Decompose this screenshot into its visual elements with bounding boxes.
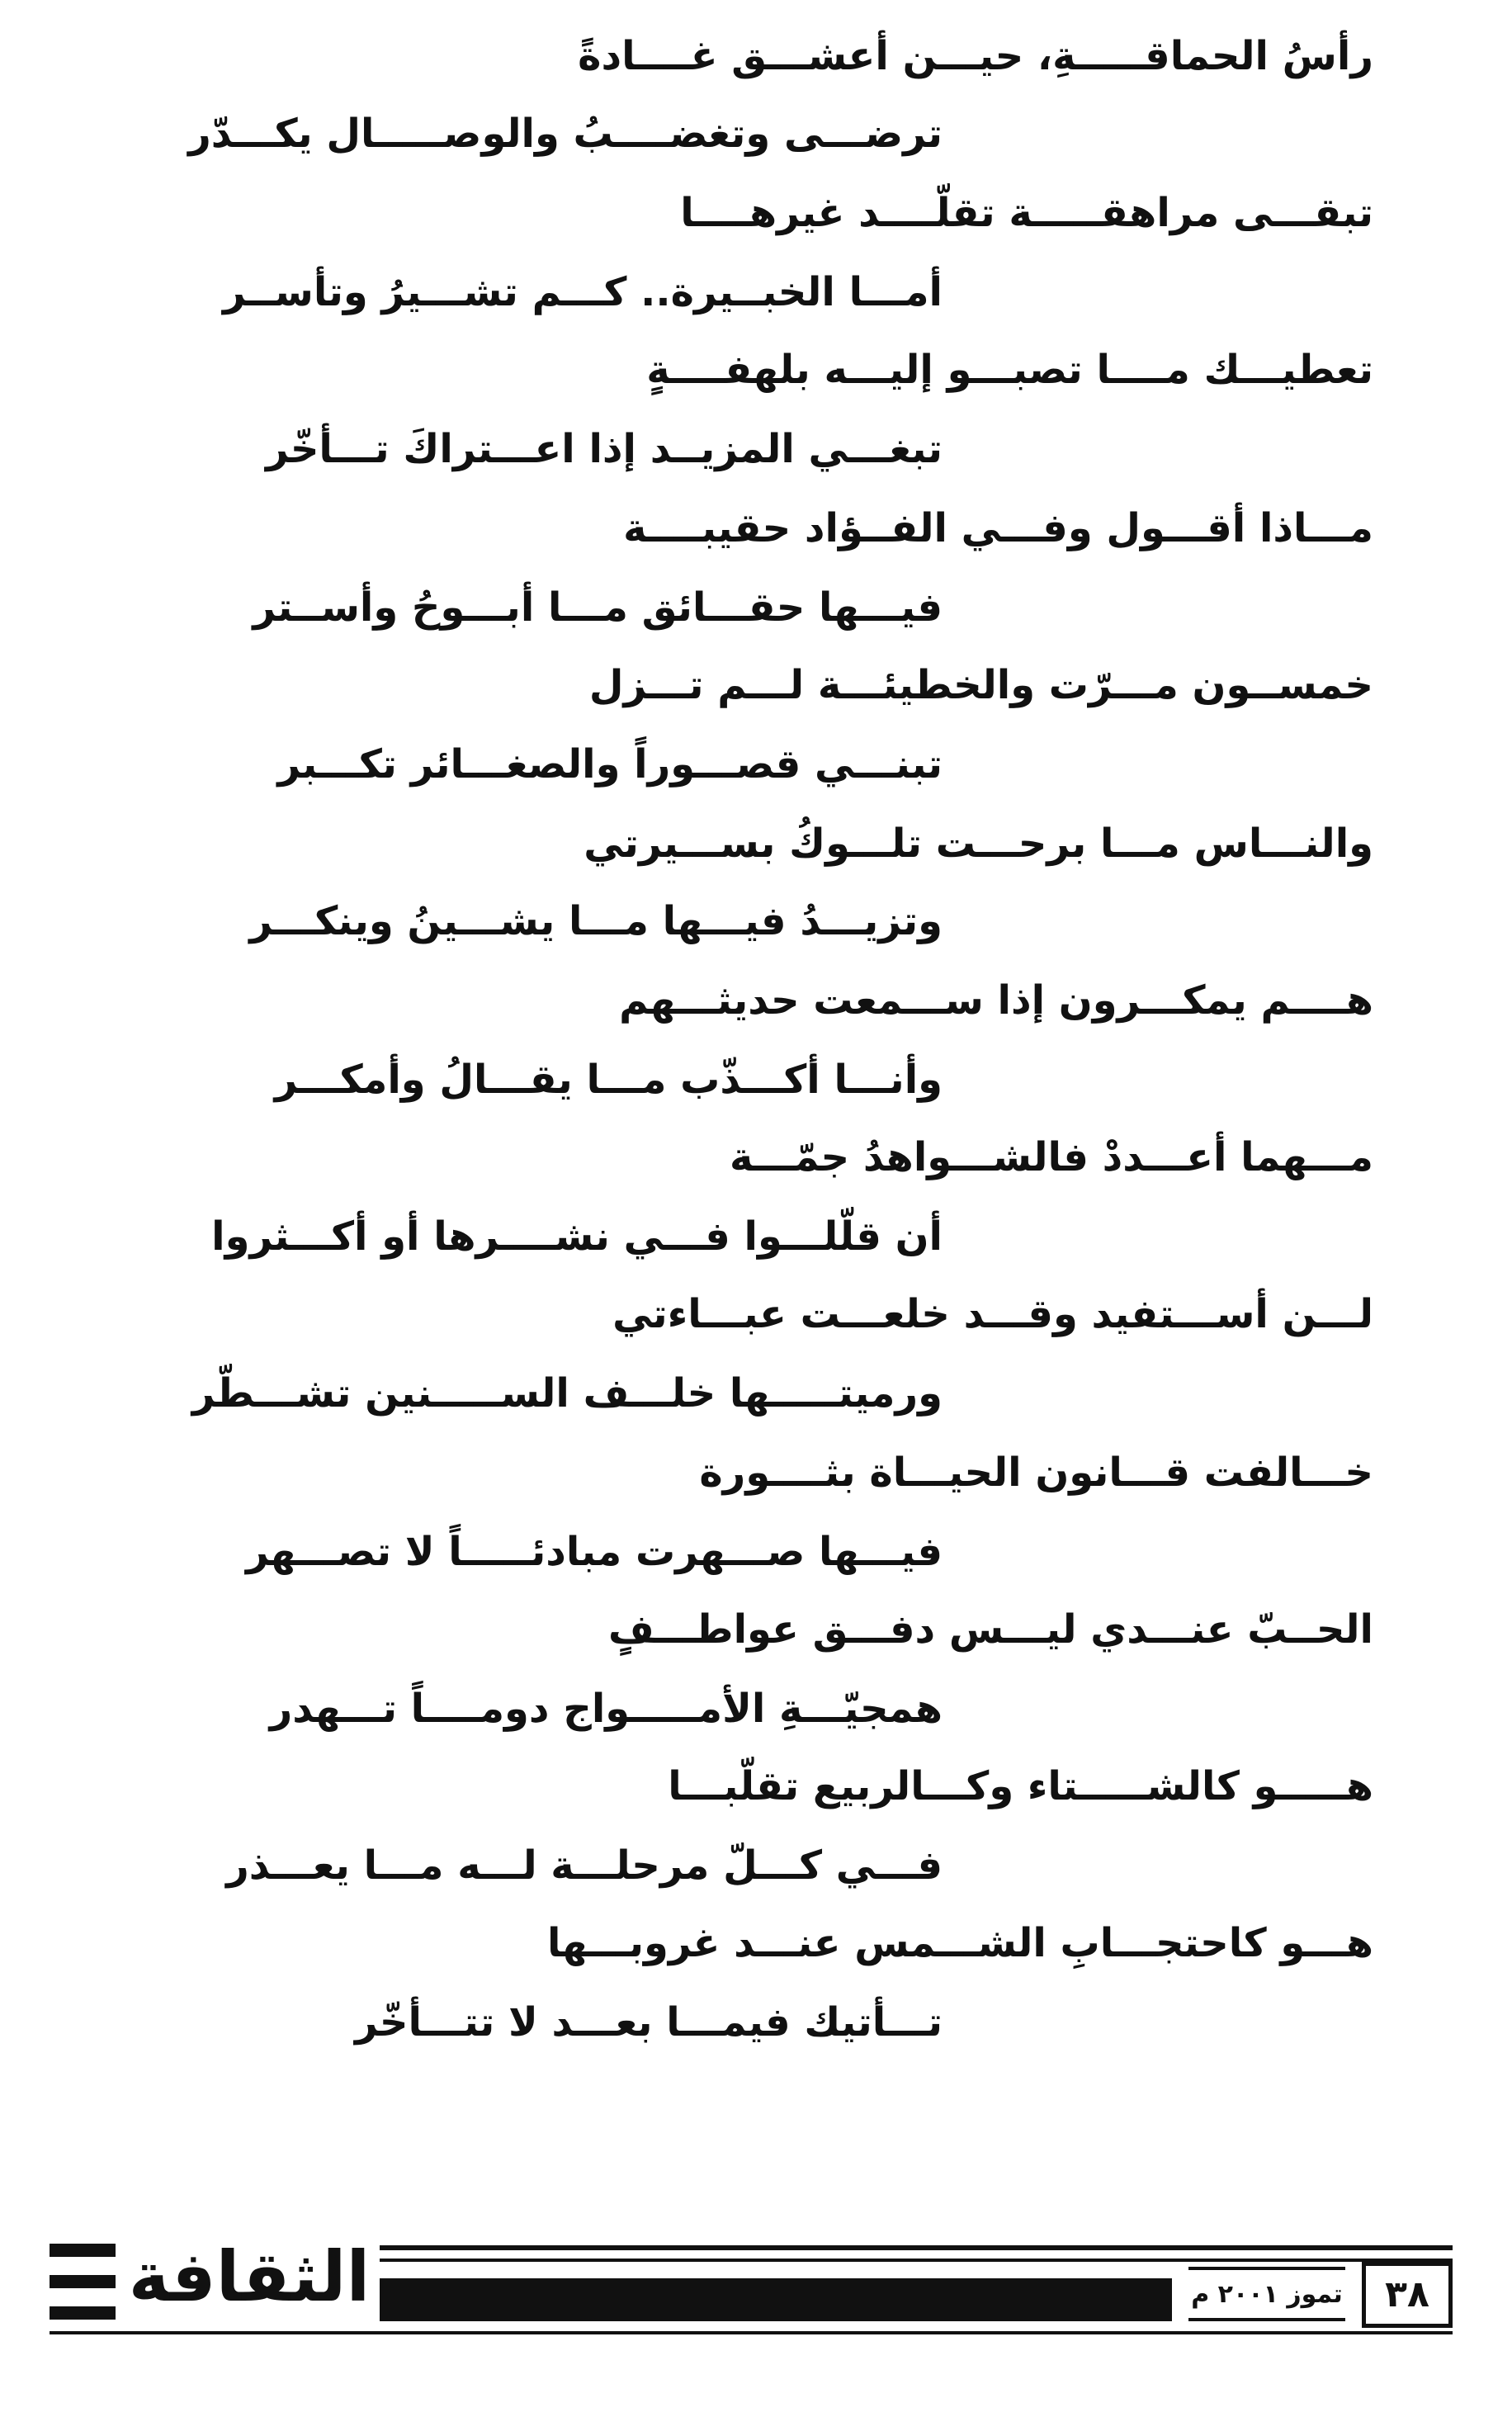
verse-11-second: همجيّـــةِ الأمـــــواج دومــــاً تـــهدر: [269, 1686, 943, 1732]
verse-10-first: خـــالفت قـــانون الحيـــاة بثــــورة: [699, 1450, 1373, 1496]
verse-13-first: هـــو كاحتجـــابِ الشـــمس عنـــد غروبـــها: [547, 1920, 1373, 1966]
verse-1-first: رأسُ الحماقـــــةِ، حيـــن أعشـــق غــــادةً: [578, 33, 1373, 79]
verse-11-first: الحــبّ عنـــدي ليـــس دفـــق عواطـــفٍ: [607, 1606, 1373, 1653]
decorative-bars: [50, 2244, 116, 2320]
verse-9-first: لـــن أســـتفيد وقـــد خلعـــت عبـــاءتي: [612, 1291, 1373, 1337]
verse-3-second: تبغـــي المزيــد إذا اعـــتراكَ تـــأخّر: [265, 426, 943, 472]
verse-9-second: ورميتـــــها خلـــف الســـــنين تشـــطّر: [191, 1370, 943, 1417]
verse-7-first: هــــم يمكـــرون إذا ســـمعت حديثـــهم: [619, 977, 1373, 1024]
magazine-logo: الثقافة: [128, 2236, 371, 2317]
page-number: ٣٨: [1362, 2262, 1453, 2328]
verse-6-first: والنـــاس مـــا برحـــت تلـــوكُ بســـيرتي: [584, 821, 1373, 867]
footer-second-rule: [380, 2259, 1453, 2262]
page-footer: [50, 2229, 1462, 2336]
verse-5-second: تبنـــي قصـــوراً والصغـــائر تكـــبر: [277, 741, 943, 788]
verse-1-second: ترضـــى وتغضــــبُ والوصـــــال يكـــدّر: [188, 111, 943, 157]
verse-7-second: وأنـــا أكـــذّب مـــا يقـــالُ وأمكـــر: [274, 1057, 943, 1103]
issue-date-box: [1188, 2267, 1345, 2321]
verse-2-first: تبقـــى مراهقـــــة تقلّــــد غيرهــــا: [680, 190, 1373, 236]
footer-top-rule: [380, 2245, 1453, 2250]
verse-8-second: أن قلّلـــوا فـــي نشــــرها أو أكـــثروا: [211, 1213, 943, 1260]
verse-12-second: فـــي كـــلّ مرحلـــة لـــه مـــا يعـــذر: [226, 1842, 943, 1889]
verse-3-first: تعطيـــك مــــا تصبـــو إليـــه بلهفــــةٍ: [646, 347, 1373, 393]
verse-12-first: هـــــو كالشـــــتاء وكـــالربيع تقلّبـــا: [668, 1763, 1373, 1809]
verse-4-first: مـــاذا أقـــول وفـــي الفــؤاد حقيبــــة: [623, 505, 1373, 551]
footer-thick-bar: [380, 2278, 1172, 2321]
verse-8-first: مـــهما أعـــددْ فالشـــواهدُ جمّـــة: [730, 1134, 1373, 1180]
verse-13-second: تـــأتيك فيمـــا بعـــد لا تتـــأخّر: [355, 1999, 943, 2046]
verse-10-second: فيـــها صـــهرت مبادئـــــاً لا تصـــهر: [245, 1529, 943, 1575]
verse-5-first: خمســون مـــرّت والخطيئـــة لـــم تـــزل: [588, 662, 1373, 708]
footer-bottom-rule: [50, 2331, 1453, 2334]
verse-2-second: أمـــا الخبــيرة.. كـــم تشـــيرُ وتأســر: [222, 269, 943, 315]
verse-4-second: فيـــها حقـــائق مـــا أبـــوحُ وأســتر: [253, 584, 943, 631]
issue-date: تموز ٢٠٠١ م: [1191, 2280, 1343, 2309]
verse-6-second: وتزيـــدُ فيـــها مـــا يشـــينُ وينكـــر: [249, 898, 943, 944]
